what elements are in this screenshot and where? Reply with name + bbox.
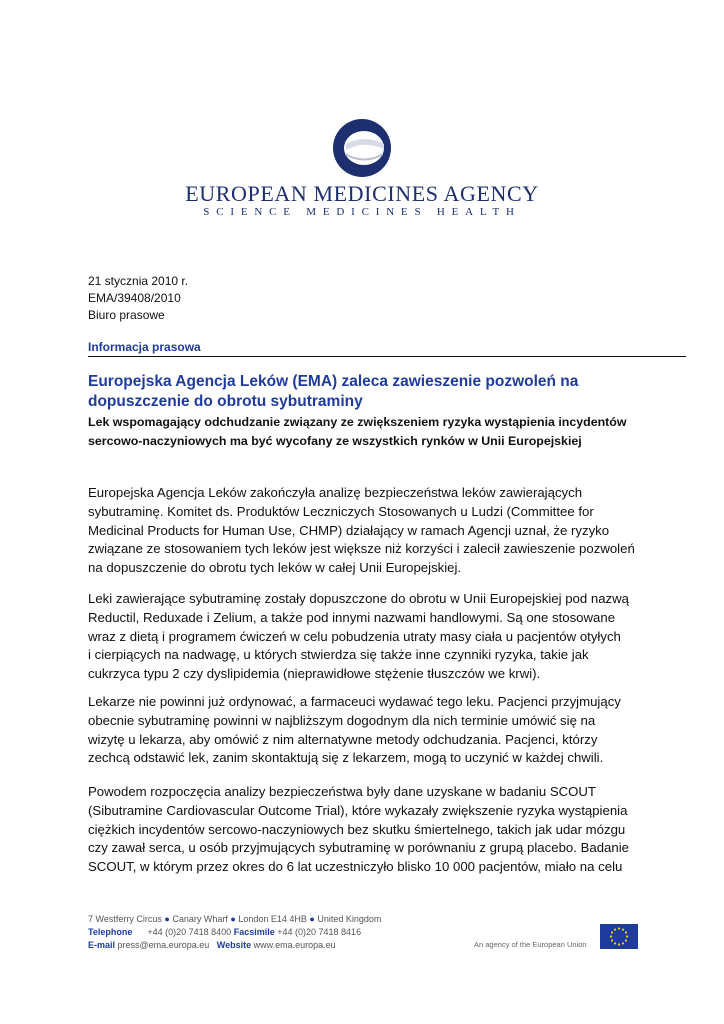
agency-name: EUROPEAN MEDICINES AGENCY	[185, 181, 539, 206]
facsimile-label: Facsimile	[233, 927, 275, 937]
paragraph-line: i cierpiących na nadwagę, u których stwierdza się także inne czynniki ryzyka, takie jak	[88, 647, 589, 663]
eu-star-icon	[614, 942, 616, 944]
website-link[interactable]: www.ema.europa.eu	[253, 940, 336, 950]
eu-star-icon	[622, 928, 624, 930]
page-title-line: dopuszczenie do obrotu sybutraminy	[88, 393, 363, 410]
eu-star-icon	[622, 942, 624, 944]
separator-dot: ●	[164, 914, 170, 924]
footer-contact-row	[88, 939, 381, 952]
separator-dot: ●	[309, 914, 315, 924]
paragraph-line: (Sibutramine Cardiovascular Outcome Trial), które wykazały zwiększenie ryzyka wystąpienia	[88, 802, 628, 818]
paragraph-line: ciężkich incydentów sercowo-naczyniowych bez skutku śmiertelnego, takich jak udar mózgu	[88, 821, 626, 837]
address-city: London E14 4HB	[238, 914, 307, 924]
eu-star-icon	[618, 927, 620, 929]
paragraph-line: sybutraminę. Komitet ds. Produktów Leczniczych Stosowanych u Ludzi (Committee for	[88, 503, 594, 519]
footer-phone-row	[88, 926, 381, 939]
separator-dot: ●	[230, 914, 236, 924]
eu-star-icon	[614, 928, 616, 930]
paragraph-line: związane ze stosowaniem tych leków jest większe niż korzyści i zalecił zawieszenie pozwoleń	[88, 541, 635, 557]
paragraph-line: Medicinal Products for Human Use, CHMP) działający w ramach Agencji uznał, że ryzyko	[88, 522, 610, 538]
divider	[88, 356, 686, 357]
paragraph-4	[88, 783, 688, 877]
page-title	[88, 372, 608, 412]
press-release-label: Informacja prasowa	[88, 340, 201, 354]
subtitle-line: sercowo-naczyniowych ma być wycofany ze wszystkich rynków w Unii Europejskiej	[88, 434, 582, 448]
eu-agency-text: An agency of the European Union	[474, 940, 587, 949]
eu-star-icon	[618, 943, 620, 945]
address-country: United Kingdom	[317, 914, 382, 924]
page-title-line: Europejska Agencja Leków (EMA) zaleca zawieszenie pozwoleń na	[88, 373, 579, 390]
email-label: E-mail	[88, 940, 116, 950]
paragraph-line: wizytę u lekarza, aby omówić z nim alternatywne metody odchudzania. Pacjenci, którzy	[88, 731, 598, 747]
agency-tagline: SCIENCE MEDICINES HEALTH	[203, 206, 521, 218]
paragraph-line: Leki zawierające sybutraminę zostały dopuszczone do obrotu w Unii Europejskiej pod nazwą	[88, 591, 629, 606]
paragraph-2	[88, 590, 688, 684]
eu-star-icon	[625, 939, 627, 941]
email-link[interactable]: press@ema.europa.eu	[117, 940, 210, 950]
document-date: 21 stycznia 2010 r.	[88, 274, 189, 288]
address-area: Canary Wharf	[172, 914, 228, 924]
eu-star-icon	[611, 931, 613, 933]
paragraph-line: na dopuszczenie do obrotu tych leków w całej Unii Europejskiej.	[88, 560, 462, 576]
eu-star-icon	[611, 939, 613, 941]
paragraph-line: Reductil, Reduxade i Zelium, a także pod innymi nazwami handlowymi. Są one stosowane	[88, 609, 616, 625]
telephone-value: +44 (0)20 7418 8400	[147, 927, 232, 937]
press-office: Biuro prasowe	[88, 308, 165, 322]
eu-star-icon	[626, 935, 628, 937]
paragraph-line: SCOUT, w którym przez okres do 6 lat uczestniczyło blisko 10 000 pacjentów, miało na celu	[88, 859, 623, 875]
eu-star-icon	[625, 931, 627, 933]
paragraph-line: zechcą odstawić lek, zanim skontaktują się z lekarzem, mogą to uczynić w każdej chwili.	[88, 750, 604, 766]
paragraph-line: Powodem rozpoczęcia analizy bezpieczeństwa były dane uzyskane w badaniu SCOUT	[88, 784, 596, 799]
telephone-label: Telephone	[88, 927, 133, 937]
facsimile-value: +44 (0)20 7418 8416	[277, 927, 362, 937]
website-label: Website	[216, 940, 252, 950]
footer	[88, 913, 381, 952]
subtitle-line: Lek wspomagający odchudzanie związany ze zwiększeniem ryzyka wystąpienia incydentów	[88, 415, 627, 429]
paragraph-line: obecnie sybutraminę powinni w najbliższym dogodnym dla nich terminie umówić się na	[88, 712, 596, 728]
eu-star-icon	[610, 935, 612, 937]
paragraph-line: czy zawał serca, u osób przyjmujących sybutraminę w porównaniu z grupą placebo. Badanie	[88, 840, 629, 856]
eu-flag-icon	[600, 924, 638, 949]
subtitle	[88, 413, 688, 451]
ema-logo-icon	[333, 119, 391, 177]
paragraph-1	[88, 484, 688, 578]
document-reference: EMA/39408/2010	[88, 291, 181, 305]
paragraph-line: cukrzyca typu 2 czy dyslipidemia (nieprawidłowe stężenie tłuszczów we krwi).	[88, 666, 541, 682]
paragraph-3	[88, 693, 688, 768]
paragraph-line: Europejska Agencja Leków zakończyła analizę bezpieczeństwa leków zawierających	[88, 485, 583, 500]
footer-address	[88, 913, 381, 926]
paragraph-line: wraz z dietą i programem ćwiczeń w celu pobudzenia utraty masy ciała u pacjentów otyłych	[88, 628, 621, 644]
paragraph-line: Lekarze nie powinni już ordynować, a farmaceuci wydawać tego leku. Pacjenci przyjmujący	[88, 694, 621, 709]
address-street: 7 Westferry Circus	[88, 914, 162, 924]
